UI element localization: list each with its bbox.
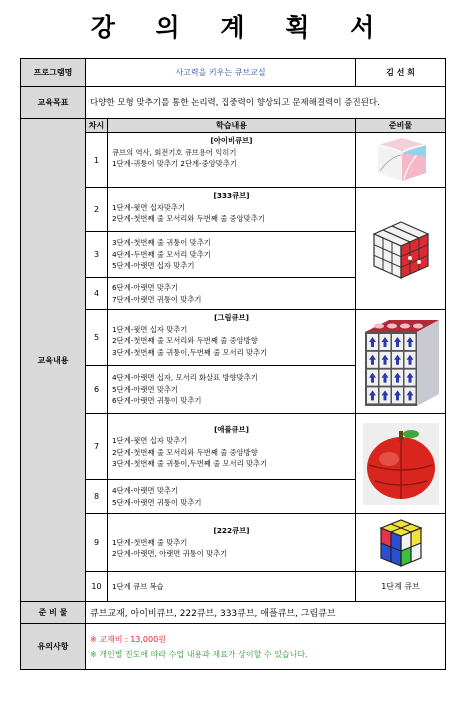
content-line: 5단계-아랫면 귀퉁이 맞추기 — [112, 497, 202, 507]
333-cube-image — [356, 188, 446, 310]
session-content — [108, 414, 356, 480]
content-line: 4단계-아랫면 맞추기 — [112, 486, 178, 495]
content-line: 2단계-아랫면, 아랫면 귀퉁이 맞추기 — [112, 549, 228, 559]
session-content — [108, 514, 356, 572]
fee-note: ※ 교재비 : 13,000원 — [90, 634, 166, 644]
session-number: 6 — [86, 366, 108, 414]
content-line: 1단계-윗면 십자맞추기 — [112, 202, 186, 212]
goal-label: 교육목표 — [21, 87, 86, 119]
section-title: [애플큐브] — [214, 424, 249, 434]
program-label: 프로그램명 — [21, 59, 86, 87]
session-content — [108, 572, 356, 602]
content-header: 학습내용 — [108, 119, 356, 133]
content-line: 1단계 큐브 복습 — [112, 581, 164, 591]
content-line: 5단계-아랫면 맞추기 — [112, 384, 178, 394]
content-label: 교육내용 — [21, 119, 86, 602]
content-line: 4단계-두번째 줄 모서리 맞추기 — [112, 249, 211, 259]
session-header: 차시 — [86, 119, 108, 133]
section-title: [333큐브] — [213, 191, 250, 200]
content-line: 1단계-윗면 십자 맞추기 — [112, 436, 188, 445]
content-line: 4단계-아랫면 십자, 모서리 화살표 방향맞추기 — [112, 373, 258, 383]
content-line: 2단계-첫번째 줄 모서리와 두번째 줄 중앙방향 — [112, 447, 258, 457]
content-line: 3단계-첫번째 줄 귀퉁이 맞추기 — [112, 238, 211, 248]
session-number: 2 — [86, 188, 108, 232]
materials-label: 준 비 물 — [21, 602, 86, 624]
notes-content — [86, 624, 446, 670]
content-line: 2단계-첫번째 줄 모서리와 두번째 줄 중앙맞추기 — [112, 214, 265, 223]
content-line: 큐브의 역사, 회전기호 큐브용어 익히기 — [112, 147, 237, 157]
last-material: 1단계 큐브 — [356, 572, 446, 602]
session-content — [108, 480, 356, 514]
222-cube-image — [356, 514, 446, 572]
content-line: 6단계-아랫면 맞추기 — [112, 283, 178, 292]
content-line: 7단계-아랫면 귀퉁이 맞추기 — [112, 294, 202, 304]
goal-text: 다양한 모형 맞추기를 통한 논리력, 집중력이 향상되고 문제해결력이 증진된다. — [86, 87, 446, 119]
apple-cube-image — [356, 414, 446, 514]
page-title: 강 의 계 획 서 — [90, 13, 391, 42]
session-content — [108, 188, 356, 232]
session-number: 3 — [86, 232, 108, 278]
session-number: 1 — [86, 133, 108, 188]
ivy-cube-image — [356, 133, 446, 188]
session-number: 10 — [86, 572, 108, 602]
session-number: 4 — [86, 278, 108, 310]
session-number: 5 — [86, 310, 108, 366]
teacher-name: 김 선 희 — [356, 59, 446, 87]
materials-header: 준비물 — [356, 119, 446, 133]
session-content — [108, 278, 356, 310]
content-line: 5단계-아랫면 십자 맞추기 — [112, 261, 195, 271]
materials-text: 큐브교재, 아이비큐브, 222큐브, 333큐브, 애플큐브, 그림큐브 — [86, 602, 446, 624]
session-number: 7 — [86, 414, 108, 480]
content-line: 3단계-첫번째 줄 귀퉁이,두번째 줄 모서리 맞추기 — [112, 347, 268, 357]
section-title: [아이비큐브] — [210, 136, 253, 145]
content-line: 2단계-첫번째 줄 모서리와 두번째 줄 중앙방향 — [112, 336, 258, 345]
lesson-plan-table — [20, 58, 446, 670]
session-content — [108, 366, 356, 414]
session-content — [108, 133, 356, 188]
notes-label: 유의사항 — [21, 624, 86, 670]
content-line: 3단계-첫번째 줄 귀퉁이,두번째 줄 모서리 맞추기 — [112, 459, 268, 468]
content-line: 6단계-아랫면 귀퉁이 맞추기 — [112, 396, 202, 406]
session-number: 9 — [86, 514, 108, 572]
session-number: 8 — [86, 480, 108, 514]
picture-cube-image — [356, 310, 446, 414]
content-line: 1단계-첫번째 줄 맞추기 — [112, 537, 188, 547]
progress-notice: ※ 개인별 진도에 따라 수업 내용과 재료가 상이할 수 있습니다. — [90, 649, 308, 659]
session-content — [108, 232, 356, 278]
section-title: [그림큐브] — [214, 313, 249, 322]
content-line: 1단계-귀퉁이 맞추기 2단계-중앙맞추기 — [112, 159, 237, 168]
section-title: [222큐브] — [213, 526, 250, 536]
program-name: 사고력을 키우는 큐브교실 — [86, 59, 356, 87]
session-content — [108, 310, 356, 366]
content-line: 1단계-윗면 십자 맞추기 — [112, 324, 188, 334]
